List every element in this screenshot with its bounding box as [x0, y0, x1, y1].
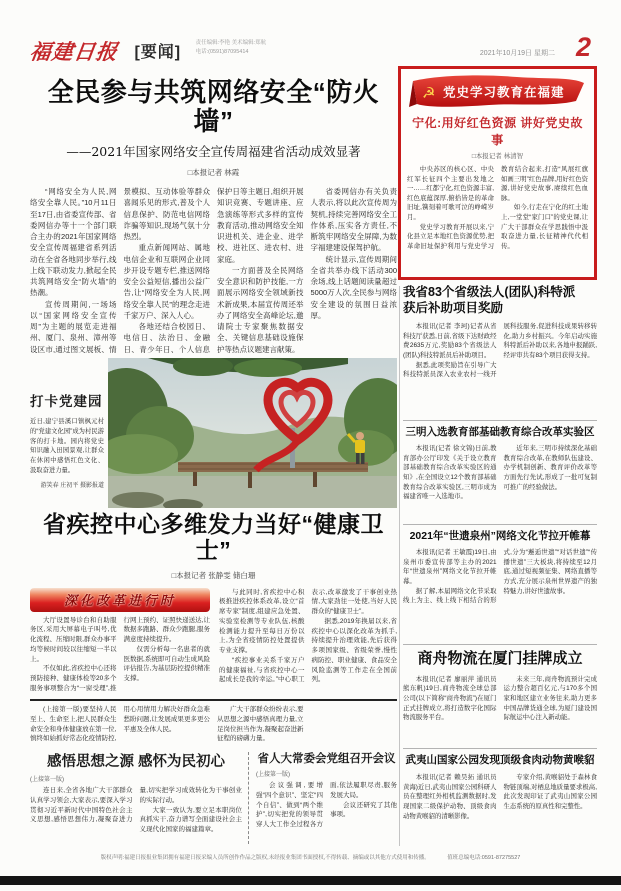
article-ninghua-byline: □本报记者 林清智: [471, 153, 524, 160]
editor-info-line1: 责任编辑:李艳 美术编辑:郑航: [195, 40, 267, 47]
paragraph: 如今,行走在宁化的红土地上,一堂堂“家门口”的党史课,让广大干部群众在学思践悟中汲取奋进力量,长征精神代代相传。: [501, 204, 588, 250]
section-rule: [30, 699, 397, 701]
article-scitech-title-line1: 我省83个省级法人(团队)科特派: [403, 285, 576, 299]
article-jump-thought: [30, 750, 242, 846]
page-number: 2: [575, 32, 591, 62]
paragraph: 大家一致认为,要立足本职岗位真抓实干,奋力谱写全面建设社会主义现代化国家的福建篇章。: [139, 806, 242, 833]
paragraph: 大厅设置导诊台和自助服务区,采用大屏幕电子叫号,优化流程、压缩时限,群众办事平均等候时间较以往缩短一半以上。: [30, 616, 117, 663]
paragraph: 近年来,三明市持续深化基础教育综合改革,在教师队伍建设、办学机制创新、教育评价改革等方面先行先试,形成了一批可复制可推广的经验做法。: [503, 445, 597, 491]
paragraph: 统计显示,宣传周期间全省共举办线下活动300余场,线上话题阅读量超过5000万人次,全民参与网络安全建设的氛围日益浓厚。: [310, 254, 397, 320]
masthead-logo: 福建日报: [28, 39, 120, 64]
paragraph: 宣传周期间,一场场以“国家网络安全宣传周”为主题的展览走进福州、厦门、泉州、漳州等设区市,通过图文展板、情景模拟、互动体验等群众喜闻乐见的形式,普及个人信息保护、防范电信网络诈骗等知识,现场气氛十分热烈。: [30, 187, 210, 354]
article-wuyishan: [403, 748, 597, 854]
paragraph: 本报讯(记者 赖昊拓 通讯员 黄海)近日,武夷山国家公园科研人员在整理红外相机监测数据时,发现国家二级保护动物、顶级食肉动物黄喉貂的清晰影像。: [403, 774, 497, 820]
article-jump-npc-title: 省人大常委会党组召开会议: [257, 753, 396, 765]
article-cybersecurity-subtitle: ——2021年国家网络安全宣传周福建省活动成效显著: [66, 144, 361, 160]
article-cdc-body: [30, 588, 397, 722]
paragraph: 专家介绍,黄喉貂处于森林食物链顶端,对栖息地质量要求极高,此次发现印证了武夷山国家公园生态系统的原真性和完整性。: [503, 774, 597, 810]
page-header: [28, 32, 591, 68]
continued-tag: (上接第一版): [256, 772, 290, 778]
photo-credit: 游笑春 庄初平 摄影报道: [40, 482, 104, 489]
paragraph: 仅需分析每一名患者的就医数据,系统即可自动生成风险评估报告,为基层防控提供精准支撑。: [123, 645, 210, 682]
continued-tag: (上接第一版): [30, 777, 64, 783]
article-quanzhou-body: [403, 548, 597, 640]
photo-story-text: [30, 358, 104, 508]
article-cybersecurity-byline: □本报记者 林霞: [187, 168, 240, 178]
jump-continuation-band: [30, 705, 397, 745]
editor-info-line2: 电话:(0591)87095414: [195, 49, 249, 55]
page-bottom-bar: [0, 876, 621, 885]
paragraph: “网络安全为人民,网络安全靠人民。”10月11日至17日,由省委宣传部、省委网信办等十一个部门联合主办的2021年国家网络安全宣传周福建省系列活动在全省各地同步举行,线上线下联动发力,掀起全民共筑网络安全“防火墙”的热潮。: [30, 187, 117, 298]
park-photo: [108, 358, 397, 508]
editor-info: [196, 39, 267, 57]
paragraph: 党史学习教育开展以来,宁化县立足本地红色资源优势,把革命旧址保护利用与党史学习教育结合起来,打造“风展红旗 如画三明”红色品牌,用好红色资源,讲好党史故事,赓续红色血脉。: [407, 166, 588, 250]
paragraph: 各地还结合校园日、电信日、法治日、金融日、青少年日、个人信息保护日等主题日,组织开展知识竞赛、专题讲座、应急演练等形式多样的宣传教育活动,推动网络安全知识进机关、进企业、进学校、进社区、进农村、进家庭。: [123, 187, 304, 354]
paragraph: 据悉,此项奖励旨在引导广大科技特派员深入农业农村一线开展科技服务,促进科技成果转移转化,助力乡村振兴。今年启动实施科特派后补助以来,各地申报踊跃,经评审共有83个项目获得支持。: [403, 323, 597, 379]
article-education: [403, 420, 597, 528]
paragraph: “疾控事业关系千家万户的健康福祉,与省疾控中心一起成长是我的幸运。”中心职工表示,改革激发了干事创业热情,大家劲往一处使,当好人民群众的“健康卫士”。: [219, 588, 397, 684]
article-logistics: [403, 644, 597, 752]
party-emblem-icon: ☭: [422, 85, 436, 102]
paragraph: 重点新闻网站、属地电信企业和互联网企业同步开设专题专栏,推送网络安全公益短信,播出公益广告,让“网络安全为人民,网络安全靠人民”的理念走进千家万户、深入人心。: [123, 243, 210, 320]
article-cybersecurity-title: 全民参与共筑网络安全“防火墙”: [47, 77, 380, 137]
article-scitech: [403, 285, 597, 418]
footer-notice: 版权声明:福建日报报业集团拥有福建日报采编人员所创作作品之版权,未经报业集团书面授权,不得转载、摘编或以其他方式使用和传播。: [100, 855, 430, 861]
article-ninghua-title: 宁化:用好红色资源 讲好党史故事: [412, 116, 583, 147]
article-cdc-byline: □本报记者 张静雯 储白珊: [171, 570, 256, 580]
footer: [30, 853, 591, 861]
article-cdc: [30, 512, 397, 698]
article-scitech-title: [403, 285, 597, 316]
article-ninghua-body: [407, 165, 588, 291]
park-photo-illustration: [108, 358, 397, 508]
article-wuyishan-body: [403, 773, 597, 843]
footer-phone: 值班总编电话:0591-87275527: [447, 855, 521, 861]
article-quanzhou: [403, 524, 597, 648]
photo-caption: 近日,建宁县溪口镇枫元村的“党建文化园”成为村民游客的打卡地。园内将党史知识融入田园景观,让群众在休闲中感悟红色文化、汲取奋进力量。: [30, 418, 104, 474]
photo-story-title: 打卡党建园: [30, 394, 103, 409]
paragraph: 会议还研究了其他事项。: [330, 801, 397, 819]
paragraph: (上接第一版)要坚持人民至上、生命至上,把人民群众生命安全和身体健康放在第一位,慎终如始抓好常态化疫情防控,用心用情用力解决好群众急难愁盼问题,让发展成果更多更公平惠及全体人民。: [30, 706, 210, 743]
article-jump-thought-title: 感悟思想之源 感怀为民初心: [46, 754, 226, 770]
paragraph: 本报讯(记者 徐文锦)日前,教育部办公厅印发《关于设立教育部基础教育综合改革实验区的通知》,在全国设立12个教育部基础教育综合改革实验区,三明市成为福建省唯一入选地市。: [403, 445, 497, 501]
article-cdc-left: [30, 588, 210, 722]
article-logistics-body: [403, 675, 597, 747]
paragraph: 未来三年,商舟物流预计完成运力整合超百亿元,与170多个国家和地区建立业务往来,助力更多中国品牌货通全球,为厦门建设国际航运中心注入新动能。: [503, 675, 597, 722]
article-quanzhou-title: 2021年“世遗泉州”网络文化节拉开帷幕: [409, 530, 591, 542]
paragraph: 会议强调,要增强“四个意识”、坚定“四个自信”、做到“两个维护”,切实把党的领导贯穿人大工作全过程各方面,依法履职尽责,服务发展大局。: [256, 782, 397, 828]
paragraph: 本报讯(记者 王敏霞)19日,由泉州市委宣传部等主办的2021年“世遗泉州”网络文化节拉开帷幕。: [403, 549, 497, 585]
paragraph: 据了解,本届网络文化节采取线上为主、线上线下相结合的形式,分为“邂逅世遗”“对话世遗”“传播世遗”三大板块,将持续至12月底,通过短视频征集、网络直播等方式,充分展示泉州世界遗产的独特魅力,讲好世遗故事。: [403, 549, 597, 605]
paragraph: 省委网信办有关负责人表示,将以此次宣传周为契机,持续完善网络安全工作体系,压实各方责任,不断筑牢网络安全屏障,为数字福建建设保驾护航。: [310, 187, 397, 253]
article-education-title: 三明入选教育部基础教育综合改革实验区: [405, 426, 595, 438]
article-wuyishan-title: 武夷山国家公园发现顶级食肉动物黄喉貂: [405, 754, 595, 766]
article-jump-npc-body: [256, 781, 397, 843]
paragraph: 中央苏区的核心区、中央红军长征四个主要出发地之一……红都宁化,红色资源丰富,红色底蕴深厚,俯拾皆是的革命旧址,镌刻着可歌可泣的峥嵘岁月。: [407, 166, 494, 222]
party-flag-banner: [407, 74, 588, 108]
article-cybersecurity: [30, 78, 397, 382]
column-divider: [399, 286, 400, 846]
paragraph: 一方面普及全民网络安全意识和防护技能,一方面展示网络安全领域新技术新成果,本届宣传周还举办了网络安全高峰论坛,邀请院士专家聚焦数据安全、关键信息基础设施保护等热点议题建言献策。: [217, 265, 304, 354]
article-jump-npc: [256, 750, 397, 846]
article-cybersecurity-body: [30, 186, 397, 382]
paragraph: 与此同时,省疾控中心积极推进疾控体系改革,设立“首席专家”制度,组建应急处置、实验室检测等专业队伍,核酸检测能力提升至每日万份以上,为全省疫情防控处置提供专业支撑。: [219, 588, 305, 654]
issue-date: 2021年10月19日 星期二: [479, 50, 555, 57]
article-scitech-body: [403, 322, 597, 408]
article-scitech-title-line2: 获后补助项目奖励: [403, 300, 504, 315]
article-jump-thought-body: [30, 786, 242, 848]
paragraph: 据悉,2019年换届以来,省疾控中心以深化改革为抓手,持续提升治理效能,先后获得多项国家级、省级荣誉,慢性病防控、职业健康、食品安全风险监测等工作走在全国前列。: [311, 617, 397, 684]
party-history-box: [398, 66, 597, 280]
paragraph: 连日来,全省各地广大干部群众认真学习领会,大家表示,要深入学习贯彻习近平新时代中国特色社会主义思想,感悟思想伟力,凝聚奋进力量,切实把学习成效转化为干事创业的实际行动。: [30, 787, 242, 824]
paragraph: 广大干部群众纷纷表示,要从思想之源中感悟真理力量,立足岗位担当作为,凝聚起奋进新征程的磅礴力量。: [217, 706, 304, 743]
party-banner-text: 党史学习教育在福建: [443, 85, 565, 100]
paragraph: 本报讯(记者 廖丽萍 通讯员 熊东帆)19日,商舟物流全球总部公司(以下简称“商舟物流”)在厦门正式挂牌成立,将打造数字化国际物流服务平台。: [403, 675, 497, 722]
article-cdc-right-text: [219, 588, 397, 722]
dashed-divider: [248, 752, 249, 844]
paragraph: 本报讯(记者 李珂)记者从省科技厅获悉,日前,省级下达财政经费2635万元,奖励83个省级法人(团队)科技特派员后补助项目。: [403, 323, 497, 360]
photo-story: [30, 358, 397, 508]
article-logistics-title: 商舟物流在厦门挂牌成立: [417, 650, 583, 667]
section-tag: [要闻]: [134, 44, 182, 61]
paragraph: 不仅如此,省疾控中心还将预防接种、健康体检等20多个服务事项整合为“一窗受理”,推行网上预约、证照快递送达,让数据多跑路、群众少跑腿,服务满意度持续提升。: [30, 616, 210, 692]
reform-banner: 深化改革进行时: [30, 588, 210, 612]
article-cdc-title: 省疾控中心多维发力当好“健康卫士”: [43, 511, 384, 563]
article-education-body: [403, 444, 597, 520]
